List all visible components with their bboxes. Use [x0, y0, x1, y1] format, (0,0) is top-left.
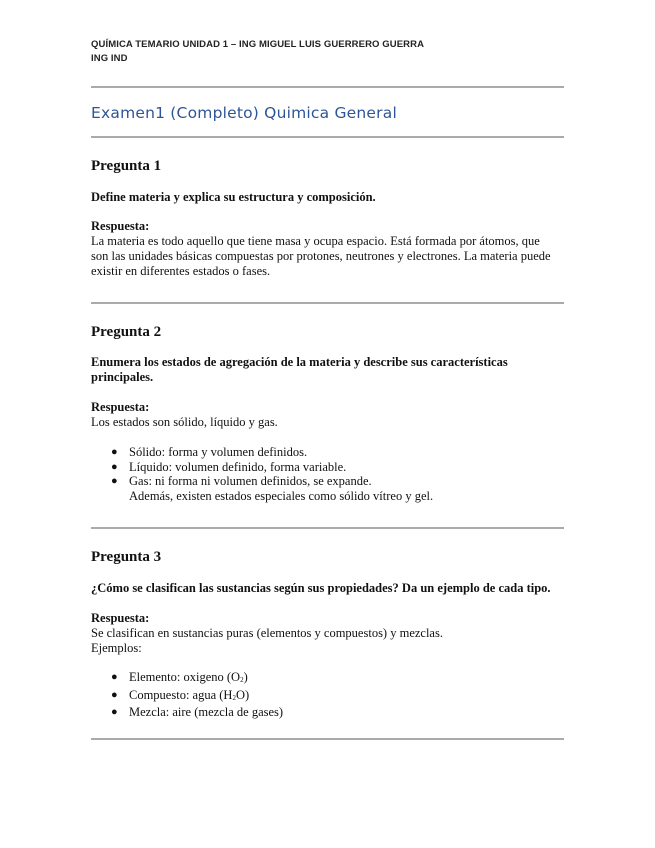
prompt-line: Enumera los estados de agregación de la materia y describe sus características: [91, 355, 508, 369]
list-item: [91, 705, 561, 720]
list-item-text: Elemento: oxigeno (O: [129, 670, 241, 684]
bullet-icon: ●: [111, 706, 118, 718]
list-item-text: Líquido: volumen definido, forma variable.: [129, 459, 347, 474]
list-item: [91, 460, 561, 475]
answer-line: Se clasifican en sustancias puras (elementos y compuestos) y mezclas.: [91, 626, 443, 640]
subscript: 2: [232, 693, 236, 702]
answer-label: Respuesta:: [91, 219, 150, 233]
list-item: [91, 445, 561, 460]
question-prompt: Define materia y explica su estructura y composición.: [91, 190, 376, 204]
answer-line: son las unidades básicas compuestas por protones, neutrones y electrones. La materia puede: [91, 249, 551, 263]
subscript: 2: [240, 676, 244, 684]
list-item-text: Mezcla: aire (mezcla de gases): [129, 705, 284, 719]
bullet-icon: ●: [111, 460, 118, 473]
header-line-1: QUÍMICA TEMARIO UNIDAD 1 – ING MIGUEL LUIS GUERRERO GUERRA: [91, 39, 425, 50]
question-heading: Pregunta 3: [91, 549, 162, 565]
bullet-icon: ●: [111, 475, 118, 487]
answer-label: Respuesta:: [91, 400, 150, 414]
answer-text: [91, 234, 569, 279]
prompt-line: principales.: [91, 370, 154, 384]
document-title: Examen1 (Completo) Quimica General: [91, 104, 397, 122]
list-item-text-end: O): [235, 687, 250, 702]
header-line-2: ING IND: [91, 53, 128, 64]
question-prompt: ¿Cómo se clasifican las sustancias según sus propiedades? Da un ejemplo de cada tipo.: [91, 581, 551, 595]
divider: [91, 302, 564, 304]
list-item-text-end: ): [243, 670, 248, 684]
question-heading: Pregunta 2: [91, 324, 162, 340]
list-item-text: Compuesto: agua (H: [129, 687, 233, 702]
divider: [91, 136, 564, 138]
answer-label: Respuesta:: [91, 611, 150, 625]
list-item-text: Gas: ni forma ni volumen definidos, se expande.: [129, 474, 372, 488]
states-list: [91, 445, 561, 503]
list-item: [91, 688, 561, 706]
list-item: [91, 474, 561, 489]
answer-text: [91, 626, 569, 656]
answer-intro: Los estados son sólido, líquido y gas.: [91, 415, 278, 429]
list-item-text: Sólido: forma y volumen definidos.: [129, 445, 308, 459]
list-note-text: Además, existen estados especiales como sólido vítreo y gel.: [129, 488, 434, 503]
bullet-icon: ●: [111, 688, 118, 701]
divider: [91, 527, 564, 529]
bullet-icon: ●: [111, 446, 118, 458]
divider: [91, 738, 564, 740]
running-header: [91, 38, 571, 66]
answer-line: La materia es todo aquello que tiene masa y ocupa espacio. Está formada por átomos, que: [91, 234, 540, 248]
list-note: [91, 489, 561, 504]
question-prompt: [91, 355, 566, 385]
answer-line: existir en diferentes estados o fases.: [91, 264, 271, 278]
question-heading: Pregunta 1: [91, 158, 162, 174]
divider: [91, 86, 564, 88]
list-item: [91, 670, 561, 688]
answer-line: Ejemplos:: [91, 641, 142, 655]
examples-list: [91, 670, 561, 720]
bullet-icon: ●: [111, 671, 118, 683]
